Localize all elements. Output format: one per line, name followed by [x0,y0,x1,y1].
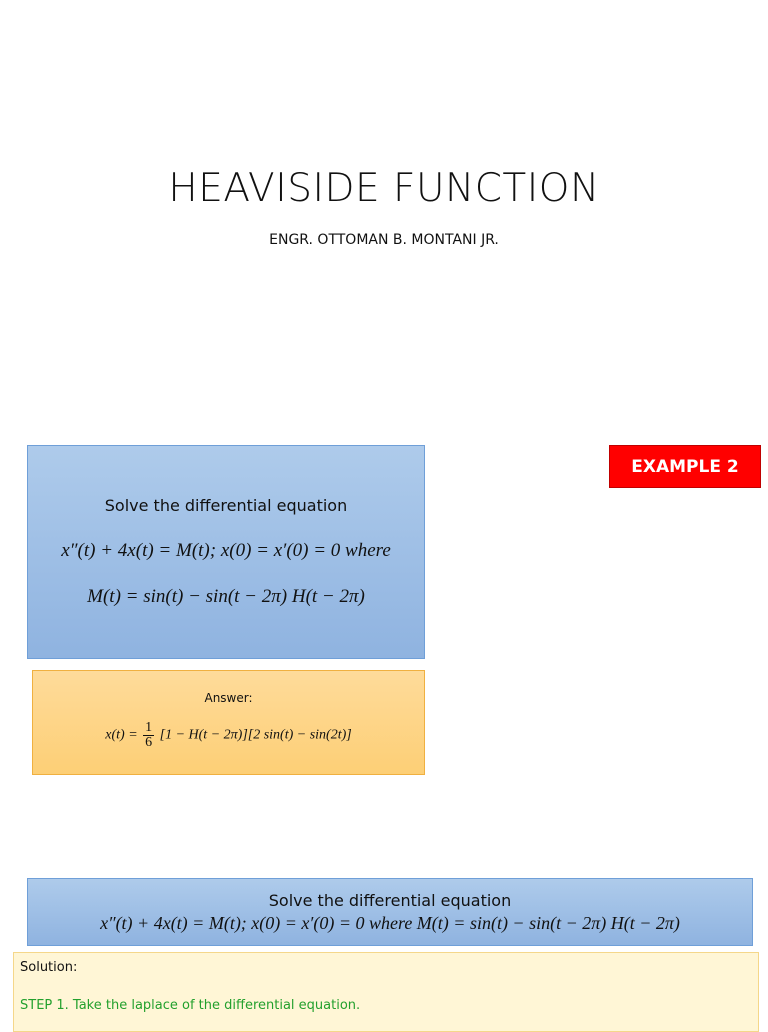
problem-equation: x″(t) + 4x(t) = M(t); x(0) = x′(0) = 0 where [61,540,391,561]
solution-label: Solution: [20,960,78,975]
problem-box [27,445,425,659]
fraction-denominator: 6 [145,735,153,750]
restated-equation: x″(t) + 4x(t) = M(t); x(0) = x′(0) = 0 where M(t) = sin(t) − sin(t − 2π) H(t − 2π) [100,913,680,933]
problem-definition: M(t) = sin(t) − sin(t − 2π) H(t − 2π) [87,586,365,607]
answer-box [32,670,425,775]
fraction-numerator: 1 [145,720,153,735]
answer-equation [33,721,424,750]
restated-problem-box [27,878,753,946]
answer-lhs: x(t) = [105,727,138,743]
slide-title: HEAVISIDE FUNCTION [168,166,600,211]
restated-intro: Solve the differential equation [268,891,512,910]
answer-label: Answer: [204,691,253,705]
author-name: ENGR. OTTOMAN B. MONTANI JR. [269,232,499,248]
example-badge: EXAMPLE 2 [609,445,761,488]
solution-step-1: STEP 1. Take the laplace of the differential equation. [20,998,361,1013]
problem-intro: Solve the differential equation [104,496,348,515]
solution-box [13,952,759,1032]
answer-rhs: [1 − H(t − 2π)][2 sin(t) − sin(2t)] [159,727,352,743]
answer-fraction [143,721,154,750]
